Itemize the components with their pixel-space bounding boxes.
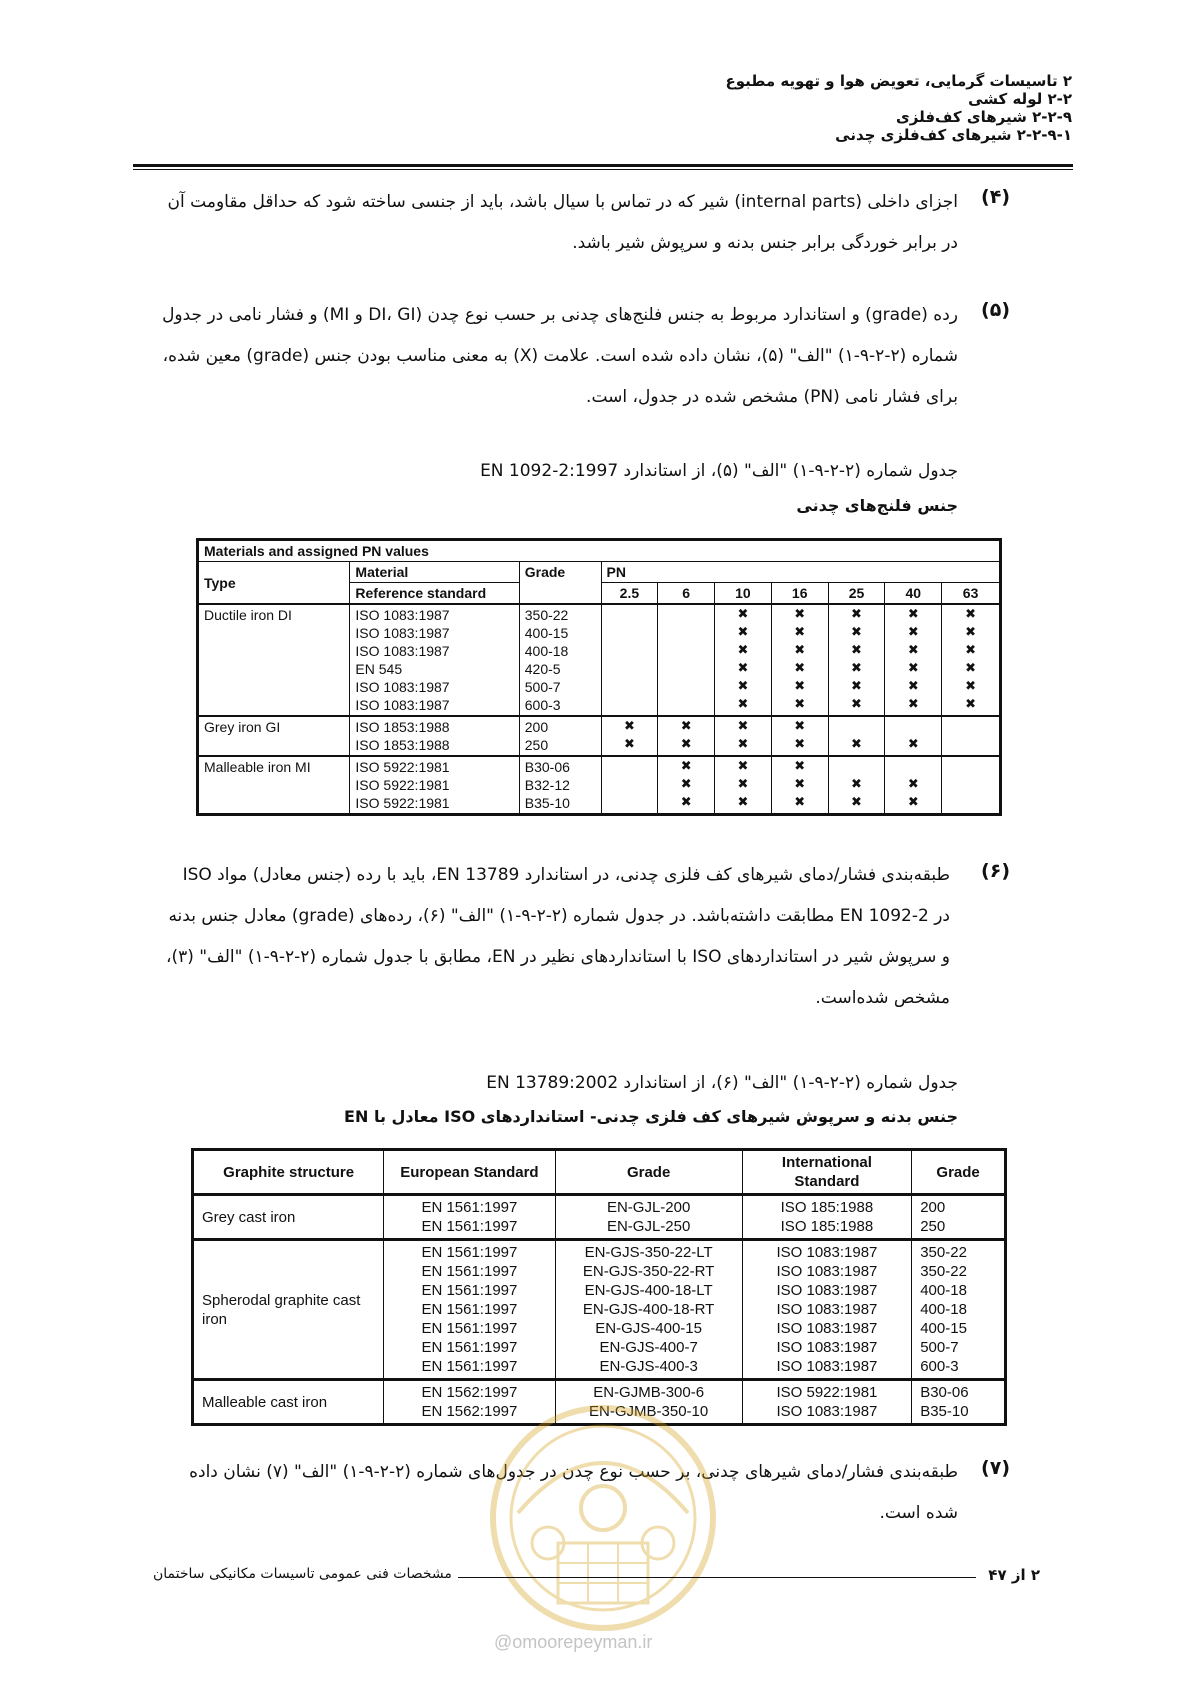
table1-standard-line: EN 545 xyxy=(355,661,403,677)
table1-header-reference: Reference standard xyxy=(350,583,519,605)
table1-mark-cell xyxy=(885,604,942,716)
x-mark-icon: ✖ xyxy=(965,661,977,676)
x-mark-icon: ✖ xyxy=(907,737,919,752)
table1-standard-cell xyxy=(350,716,519,756)
x-mark-icon: ✖ xyxy=(680,737,692,752)
x-mark-icon: ✖ xyxy=(907,625,919,640)
x-mark-icon: ✖ xyxy=(965,697,977,712)
x-mark-icon: ✖ xyxy=(680,795,692,810)
table1-mark-cell xyxy=(601,604,658,716)
table1-header-pn: PN xyxy=(601,562,1000,583)
table1-mark-cell xyxy=(658,716,715,756)
table1-grade-line: 250 xyxy=(524,737,549,753)
table1-mark-cell xyxy=(885,756,942,815)
empty-mark xyxy=(607,696,653,714)
paragraph-line: طبقه‌بندی فشار/دمای شیرهای چدنی، بر حسب نوع چدن در جدول‌های شماره (۲-۲-۹-۱) "الف" (۷) نشان داده xyxy=(189,1462,958,1482)
x-mark-icon: ✖ xyxy=(851,661,862,676)
paragraph-line: رده (grade) و استاندارد مربوط به جنس فلنج‌های چدنی بر حسب نوع چدن (DI، GI و MI) و فشار نامی در جدول xyxy=(162,305,958,325)
table2-value-line: ISO 5922:1981 xyxy=(776,1384,878,1401)
table2-value-line: B30-06 xyxy=(920,1384,969,1401)
x-mark-icon: ✖ xyxy=(794,759,806,774)
table1-grade-line: 350-22 xyxy=(524,607,569,623)
table1-mark-cell xyxy=(715,716,772,756)
paragraph-number-4: (۴) xyxy=(981,186,1010,208)
x-mark-icon: ✖ xyxy=(737,679,749,694)
x-mark-icon: ✖ xyxy=(737,777,749,792)
x-mark-icon: ✖ xyxy=(794,697,806,712)
paragraph-line: شده است. xyxy=(879,1503,958,1523)
x-mark-icon: ✖ xyxy=(794,795,806,810)
empty-mark xyxy=(947,736,994,754)
table1-mark-cell xyxy=(601,756,658,815)
table2-caption: جدول شماره (۲-۲-۹-۱) "الف" (۶)، از استاندارد EN 13789:2002 xyxy=(486,1073,958,1093)
paragraph-line: در برابر خوردگی برابر جنس بدنه و سرپوش شیر باشد. xyxy=(572,233,958,253)
table-row xyxy=(193,1195,1006,1240)
x-mark-icon: ✖ xyxy=(737,795,749,810)
x-mark-icon: ✖ xyxy=(851,795,862,810)
empty-mark xyxy=(834,718,880,736)
page-header xyxy=(372,72,1072,144)
table2-value-cell xyxy=(742,1380,912,1425)
table-row xyxy=(198,716,1001,756)
paragraph-number-7: (۷) xyxy=(981,1457,1010,1479)
empty-mark xyxy=(663,660,709,678)
table1-standard-line: ISO 1083:1987 xyxy=(355,607,450,623)
table1-pn-header: 63 xyxy=(942,583,1001,605)
table2-value-cell xyxy=(912,1240,1006,1380)
empty-mark xyxy=(607,606,653,624)
table2-header-cell: European Standard xyxy=(384,1150,555,1195)
table-row xyxy=(198,756,1001,815)
table2-value-line: B35-10 xyxy=(920,1403,969,1420)
x-mark-icon: ✖ xyxy=(907,661,919,676)
table2-value-cell xyxy=(912,1380,1006,1425)
empty-mark xyxy=(607,758,653,776)
table1-grade-line: B30-06 xyxy=(524,759,570,775)
x-mark-icon: ✖ xyxy=(907,643,919,658)
empty-mark xyxy=(607,794,653,812)
empty-mark xyxy=(607,624,653,642)
empty-mark xyxy=(947,758,994,776)
x-mark-icon: ✖ xyxy=(851,679,862,694)
table1-pn-header: 16 xyxy=(771,583,828,605)
x-mark-icon: ✖ xyxy=(965,607,977,622)
x-mark-icon: ✖ xyxy=(965,679,977,694)
table2-value-cell xyxy=(555,1195,742,1240)
table2-structure-cell: Grey cast iron xyxy=(193,1195,384,1240)
x-mark-icon: ✖ xyxy=(851,777,862,792)
header-section: ۲-۲ لوله کشی xyxy=(968,90,1072,108)
table-row xyxy=(193,1240,1006,1380)
table1-standard-line: ISO 5922:1981 xyxy=(355,795,450,811)
table1-grade-cell xyxy=(519,604,601,716)
table2-value-line: EN-GJS-400-15 xyxy=(595,1320,702,1337)
table1-standard-cell xyxy=(350,756,519,815)
x-mark-icon: ✖ xyxy=(907,607,919,622)
table1-pn-header: 10 xyxy=(715,583,772,605)
table2-value-cell xyxy=(912,1195,1006,1240)
table2-value-line: EN-GJS-350-22-RT xyxy=(582,1263,715,1280)
table2-value-line: EN 1561:1997 xyxy=(421,1339,518,1356)
table1-mark-cell xyxy=(601,716,658,756)
pn-values-table xyxy=(196,538,1002,816)
empty-mark xyxy=(663,624,709,642)
table1-standard-line: ISO 1853:1988 xyxy=(355,737,450,753)
paragraph-line: شماره (۲-۲-۹-۱) "الف" (۵)، نشان داده شده است. علامت (X) به معنی مناسب بودن جنس (grade) معین شده، xyxy=(162,346,958,366)
table2-value-line: ISO 185:1988 xyxy=(780,1199,874,1216)
table1-standard-line: ISO 5922:1981 xyxy=(355,777,450,793)
header-rule-thin xyxy=(133,169,1073,170)
table2-value-line: EN-GJL-250 xyxy=(606,1218,691,1235)
table1-mark-cell xyxy=(658,756,715,815)
table2-value-line: EN-GJS-400-3 xyxy=(599,1358,698,1375)
x-mark-icon: ✖ xyxy=(851,697,862,712)
table2-value-line: EN 1561:1997 xyxy=(421,1244,518,1261)
table1-mark-cell xyxy=(715,604,772,716)
empty-mark xyxy=(947,794,994,812)
table1-mark-cell xyxy=(828,716,885,756)
table2-header-row xyxy=(193,1150,1006,1195)
table1-mark-cell xyxy=(771,604,828,716)
table2-value-line: EN 1561:1997 xyxy=(421,1199,518,1216)
table2-structure-cell: Malleable cast iron xyxy=(193,1380,384,1425)
table2-value-line: ISO 1083:1987 xyxy=(776,1263,878,1280)
paragraph-line: برای فشار نامی (PN) مشخص شده در جدول، است. xyxy=(586,387,958,407)
table2-value-cell xyxy=(555,1240,742,1380)
table2-value-line: ISO 1083:1987 xyxy=(776,1403,878,1420)
empty-mark xyxy=(663,606,709,624)
header-rule-thick xyxy=(133,164,1073,167)
table2-subcaption: جنس بدنه و سرپوش شیرهای کف فلزی چدنی- استانداردهای ISO معادل با EN xyxy=(344,1107,958,1126)
table1-grade-cell xyxy=(519,716,601,756)
table2-value-line: ISO 1083:1987 xyxy=(776,1301,878,1318)
table1-standard-line: ISO 1853:1988 xyxy=(355,719,450,735)
paragraph-line: اجزای داخلی (internal parts) شیر که در تماس با سیال باشد، باید از جنسی ساخته شود که حداقل مقاومت آن xyxy=(167,192,958,212)
x-mark-icon: ✖ xyxy=(737,607,749,622)
table2-value-line: EN 1561:1997 xyxy=(421,1282,518,1299)
x-mark-icon: ✖ xyxy=(965,625,977,640)
table2-value-line: ISO 1083:1987 xyxy=(776,1282,878,1299)
header-subsection: ۲-۲-۹ شیرهای کف‌فلزی xyxy=(896,108,1072,126)
table2-value-cell xyxy=(384,1195,555,1240)
table1-header-material: Material xyxy=(350,562,519,583)
table1-mark-cell xyxy=(771,716,828,756)
empty-mark xyxy=(890,758,936,776)
empty-mark xyxy=(947,776,994,794)
table2-value-line: ISO 1083:1987 xyxy=(776,1244,878,1261)
table2-value-line: 600-3 xyxy=(920,1358,959,1375)
table1-type-cell: Malleable iron MI xyxy=(198,756,350,815)
page-number: ۲ از ۴۷ xyxy=(988,1566,1040,1584)
table1-grade-line: B32-12 xyxy=(524,777,570,793)
paragraph-number-5: (۵) xyxy=(981,299,1010,321)
table2-value-cell xyxy=(384,1240,555,1380)
x-mark-icon: ✖ xyxy=(623,719,635,734)
x-mark-icon: ✖ xyxy=(851,643,862,658)
table2-value-line: EN-GJMB-300-6 xyxy=(593,1384,705,1401)
table2-value-line: EN 1561:1997 xyxy=(421,1263,518,1280)
table2-value-line: 400-18 xyxy=(920,1282,967,1299)
paragraph-number-6: (۶) xyxy=(981,860,1010,882)
empty-mark xyxy=(607,642,653,660)
table2-value-line: EN 1561:1997 xyxy=(421,1320,518,1337)
x-mark-icon: ✖ xyxy=(794,625,806,640)
x-mark-icon: ✖ xyxy=(794,661,806,676)
table1-title: Materials and assigned PN values xyxy=(198,540,1001,562)
x-mark-icon: ✖ xyxy=(680,777,692,792)
table1-pn-header: 6 xyxy=(658,583,715,605)
x-mark-icon: ✖ xyxy=(907,777,919,792)
table1-mark-cell xyxy=(715,756,772,815)
header-subsubsection: ۲-۲-۹-۱ شیرهای کف‌فلزی چدنی xyxy=(835,126,1072,144)
table1-standard-line: ISO 5922:1981 xyxy=(355,759,450,775)
table1-grade-line: B35-10 xyxy=(524,795,570,811)
table2-value-cell xyxy=(742,1240,912,1380)
x-mark-icon: ✖ xyxy=(851,625,862,640)
table1-grade-line: 400-15 xyxy=(524,625,569,641)
table2-value-line: EN 1561:1997 xyxy=(421,1301,518,1318)
table1-standard-line: ISO 1083:1987 xyxy=(355,643,450,659)
table1-standard-line: ISO 1083:1987 xyxy=(355,697,450,713)
empty-mark xyxy=(663,642,709,660)
x-mark-icon: ✖ xyxy=(680,719,692,734)
table2-value-line: 250 xyxy=(920,1218,946,1235)
x-mark-icon: ✖ xyxy=(794,719,806,734)
x-mark-icon: ✖ xyxy=(907,679,919,694)
x-mark-icon: ✖ xyxy=(794,737,806,752)
header-chapter: ۲ تاسیسات گرمایی، تعویض هوا و تهویه مطبوع xyxy=(725,72,1072,90)
table2-value-line: 200 xyxy=(920,1199,946,1216)
table2-value-line: ISO 1083:1987 xyxy=(776,1358,878,1375)
x-mark-icon: ✖ xyxy=(907,697,919,712)
x-mark-icon: ✖ xyxy=(737,697,749,712)
table1-grade-line: 200 xyxy=(524,719,549,735)
table1-pn-header: 40 xyxy=(885,583,942,605)
table1-subcaption: جنس فلنج‌های چدنی xyxy=(796,496,958,515)
empty-mark xyxy=(834,758,880,776)
table1-type-cell: Ductile iron DI xyxy=(198,604,350,716)
empty-mark xyxy=(890,718,936,736)
table1-mark-cell xyxy=(885,716,942,756)
table2-value-cell xyxy=(742,1195,912,1240)
paragraph-5 xyxy=(118,295,958,418)
x-mark-icon: ✖ xyxy=(737,737,749,752)
x-mark-icon: ✖ xyxy=(794,679,806,694)
x-mark-icon: ✖ xyxy=(907,795,919,810)
paragraph-line: در EN 1092-2 مطابقت داشته‌باشد. در جدول شماره (۲-۲-۹-۱) "الف" (۶)، رده‌های (grade) معادل جنس بدنه xyxy=(168,906,950,926)
empty-mark xyxy=(663,696,709,714)
table1-mark-cell xyxy=(942,604,1001,716)
table2-value-line: EN 1562:1997 xyxy=(421,1403,518,1420)
table1-pn-header: 2.5 xyxy=(601,583,658,605)
x-mark-icon: ✖ xyxy=(794,607,806,622)
table2-value-line: 350-22 xyxy=(920,1263,967,1280)
table2-value-line: EN 1562:1997 xyxy=(421,1384,518,1401)
table2-structure-cell: Spherodal graphite cast iron xyxy=(193,1240,384,1380)
table1-mark-cell xyxy=(942,716,1001,756)
table2-header-cell: Graphite structure xyxy=(193,1150,384,1195)
table2-value-line: EN-GJS-350-22-LT xyxy=(584,1244,713,1261)
footer-rule xyxy=(458,1577,976,1578)
table2-value-line: 350-22 xyxy=(920,1244,967,1261)
table2-value-line: EN-GJMB-350-10 xyxy=(589,1403,709,1420)
paragraph-line: و سرپوش شیر در استانداردهای ISO با استانداردهای نظیر در EN، مطابق با جدول شماره (۲-۲-۹-۱) "الف" (۳)، xyxy=(165,947,950,967)
table1-grade-line: 420-5 xyxy=(524,661,561,677)
table1-standard-cell xyxy=(350,604,519,716)
x-mark-icon: ✖ xyxy=(737,661,749,676)
table2-header-cell: Grade xyxy=(912,1150,1006,1195)
table1-header-grade: Grade xyxy=(519,562,601,605)
x-mark-icon: ✖ xyxy=(737,759,749,774)
table1-mark-cell xyxy=(828,756,885,815)
table1-standard-line: ISO 1083:1987 xyxy=(355,679,450,695)
empty-mark xyxy=(947,718,994,736)
table2-value-line: ISO 185:1988 xyxy=(780,1218,874,1235)
table1-caption: جدول شماره (۲-۲-۹-۱) "الف" (۵)، از استاندارد EN 1092-2:1997 xyxy=(480,461,958,481)
paragraph-6 xyxy=(120,855,950,1019)
paragraph-line: طبقه‌بندی فشار/دمای شیرهای کف فلزی چدنی، در استاندارد EN 13789، باید با رده (جنس معادل) مواد ISO xyxy=(182,865,950,885)
table2-value-line: 500-7 xyxy=(920,1339,959,1356)
watermark-site: @omoorepeyman.ir xyxy=(494,1632,653,1652)
x-mark-icon: ✖ xyxy=(623,737,635,752)
x-mark-icon: ✖ xyxy=(680,759,692,774)
x-mark-icon: ✖ xyxy=(737,643,749,658)
footer-title: مشخصات فنی عمومی تاسیسات مکانیکی ساختمان xyxy=(153,1566,452,1582)
table2-header-cell: Grade xyxy=(555,1150,742,1195)
table2-value-line: 400-15 xyxy=(920,1320,967,1337)
table1-type-cell: Grey iron GI xyxy=(198,716,350,756)
empty-mark xyxy=(607,776,653,794)
table2-header-cell: International Standard xyxy=(742,1150,912,1195)
empty-mark xyxy=(663,678,709,696)
paragraph-line: مشخص شده‌است. xyxy=(815,988,950,1008)
table1-mark-cell xyxy=(828,604,885,716)
table2-value-line: EN-GJL-200 xyxy=(606,1199,691,1216)
table2-value-line: ISO 1083:1987 xyxy=(776,1320,878,1337)
x-mark-icon: ✖ xyxy=(851,607,862,622)
table1-mark-cell xyxy=(658,604,715,716)
x-mark-icon: ✖ xyxy=(965,643,977,658)
iso-en-equivalents-table xyxy=(191,1148,1007,1426)
table1-header-type: Type xyxy=(198,562,350,605)
x-mark-icon: ✖ xyxy=(794,643,806,658)
table2-value-line: 400-18 xyxy=(920,1301,967,1318)
table1-mark-cell xyxy=(771,756,828,815)
table1-grade-line: 500-7 xyxy=(524,679,561,695)
table2-value-line: EN 1561:1997 xyxy=(421,1218,518,1235)
table2-value-line: ISO 1083:1987 xyxy=(776,1339,878,1356)
x-mark-icon: ✖ xyxy=(851,737,862,752)
empty-mark xyxy=(607,678,653,696)
table1-grade-line: 600-3 xyxy=(524,697,561,713)
x-mark-icon: ✖ xyxy=(737,719,749,734)
table-row xyxy=(198,604,1001,716)
empty-mark xyxy=(607,660,653,678)
table1-pn-header: 25 xyxy=(828,583,885,605)
table2-value-line: EN-GJS-400-7 xyxy=(599,1339,698,1356)
x-mark-icon: ✖ xyxy=(794,777,806,792)
table2-value-line: EN-GJS-400-18-LT xyxy=(584,1282,713,1299)
paragraph-4 xyxy=(118,182,958,264)
table1-grade-line: 400-18 xyxy=(524,643,569,659)
table1-mark-cell xyxy=(942,756,1001,815)
table2-value-line: EN 1561:1997 xyxy=(421,1358,518,1375)
watermark-seal-icon xyxy=(478,1393,728,1643)
table1-standard-line: ISO 1083:1987 xyxy=(355,625,450,641)
x-mark-icon: ✖ xyxy=(737,625,749,640)
table2-value-line: EN-GJS-400-18-RT xyxy=(582,1301,715,1318)
table1-grade-cell xyxy=(519,756,601,815)
